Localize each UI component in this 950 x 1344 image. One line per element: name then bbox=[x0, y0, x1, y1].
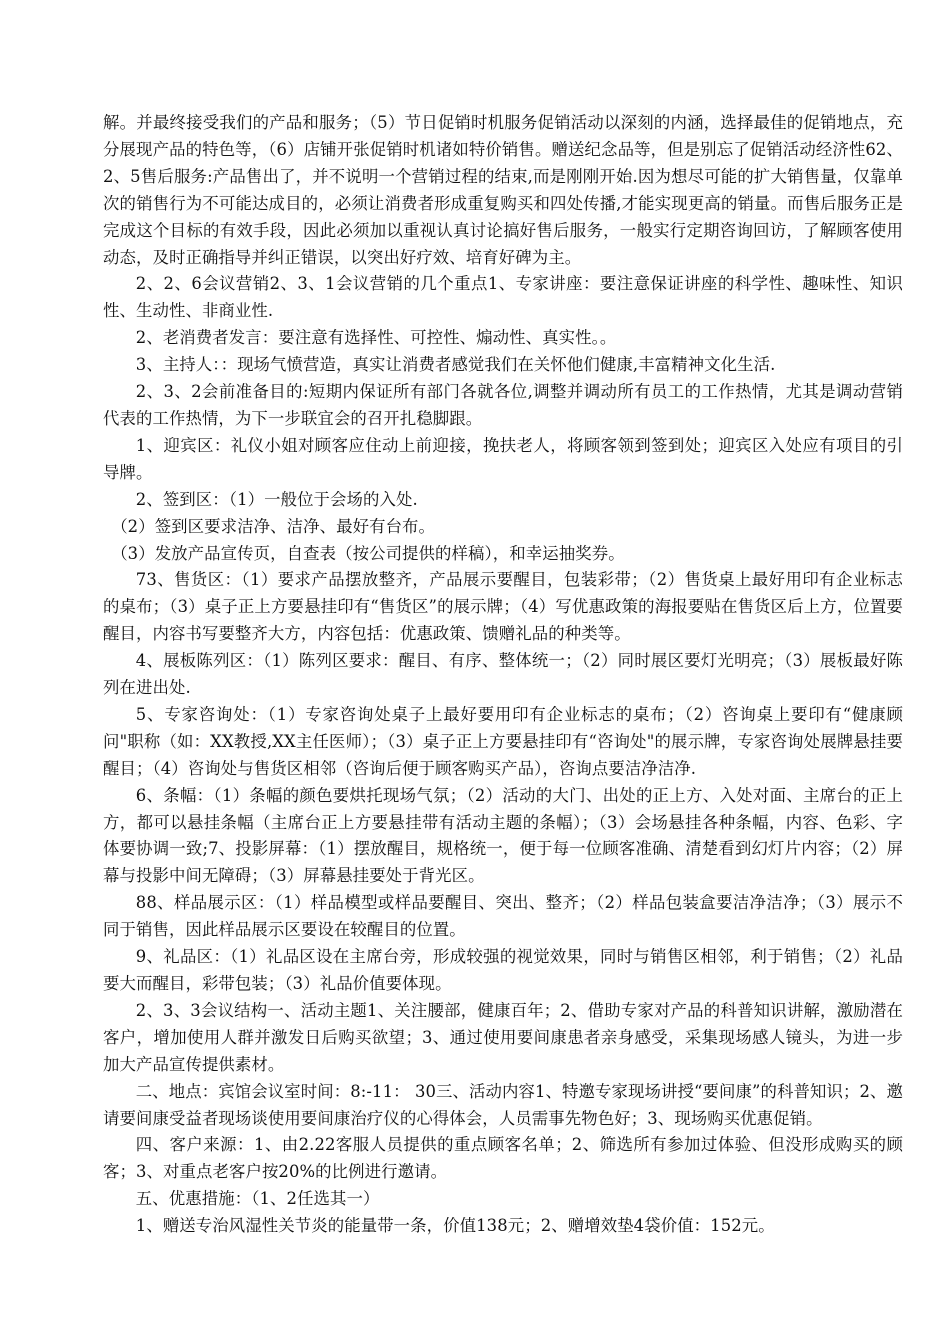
paragraph-gift-area: 9、礼品区：（1）礼品区设在主席台旁，形成较强的视觉效果，同时与销售区相邻，利于销售；（2）礼品要大而醒目，彩带包装；（3）礼品价值要体现。 bbox=[103, 947, 903, 993]
paragraph-signin-clean: （2）签到区要求洁净、洁净、最好有台布。 bbox=[111, 516, 436, 536]
paragraph-discount-heading: 五、优惠措施：（1、2任选其一） bbox=[135, 1189, 380, 1209]
paragraph-display-boards: 4、展板陈列区：（1）陈列区要求：醒目、有序、整体统一；（2）同时展区要灯光明亮；（3）展板最好陈列在进出处. bbox=[103, 651, 903, 698]
paragraph-sales-area: 73、售货区：（1）要求产品摆放整齐，产品展示要醒目，包装彩带；（2）售货桌上最好用印有企业标志的桌布；（3）桌子正上方要悬挂印有“售货区”的展示牌；（4）写优惠政策的海报要贴在售货区后上方，位置要醒目，内容书写要整齐大方，内容包括：优惠政策、馈赠礼品的种类等。 bbox=[103, 570, 903, 644]
paragraph-sample-display: 88、样品展示区：（1）样品模型或样品要醒目、突出、整齐；（2）样品包装盒要洁净洁净；（3）展示不同于销售，因此样品展示区要设在较醒目的位置。 bbox=[103, 893, 903, 940]
paragraph-old-consumer: 2、老消费者发言：要注意有选择性、可控性、煽动性、真实性。。 bbox=[135, 328, 617, 348]
paragraph-after-sales: 解。并最终接受我们的产品和服务；（5）节日促销时机服务促销活动以深刻的内涵，选择最佳的促销地点，充分展现产品的特色等，（6）店铺开张促销时机诸如特价销售。赠送纪念品等，但是别忘了促销活动经济性62、2、5售后服务:产品售出了，并不说明一个营销过程的结束,而是刚刚开始.因为想尽可能的扩大销售量，仅靠单次的销售行为不可能达成目的，必须让消费者形成重复购买和四处传播,才能实现更高的销量。而售后服务正是完成这个目标的有效手段，因此必须加以重视认真讨论搞好售后服务，一般实行定期咨询回访，了解顾客使用动态，及时正确指导并纠正错误，以突出好疗效、培育好碑为主。 bbox=[103, 113, 903, 267]
paragraph-preparation: 2、3、2会前准备目的:短期内保证所有部门各就各位,调整并调动所有员工的工作热情，尤其是调动营销代表的工作热情，为下一步联宜会的召开扎稳脚跟。 bbox=[103, 382, 903, 428]
paragraph-customer-source: 四、客户来源：1、由2.22客服人员提供的重点顾客名单；2、筛选所有参加过体验、但没形成购买的顾客；3、对重点老客户按20%的比例进行邀请。 bbox=[103, 1135, 903, 1182]
paragraph-host: 3、主持人：：现场气愤营造，真实让消费者感觉我们在关怀他们健康,丰富精神文化生活. bbox=[135, 355, 776, 375]
paragraph-meeting-structure: 2、3、3会议结构一、活动主题1、关注腰部，健康百年；2、借助专家对产品的科普知识讲解，激励潜在客户，增加使用人群并激发日后购买欲望；3、通过使用要间康患者亲身感受，采集现场感人镜头，为进一步加大产品宣传提供素材。 bbox=[103, 1000, 903, 1074]
paragraph-expert-lecture: 2、2、6会议营销2、3、1会议营销的几个重点1、专家讲座：要注意保证讲座的科学性、趣味性、知识性、生动性、非商业性. bbox=[103, 274, 903, 321]
paragraph-signin: 2、签到区：（1）一般位于会场的入处. bbox=[135, 489, 418, 509]
document-body bbox=[103, 110, 903, 1240]
paragraph-reception: 1、迎宾区：礼仪小姐对顾客应住动上前迎接，挽扶老人，将顾客领到签到处；迎宾区入处应有项目的引导牌。 bbox=[103, 435, 903, 482]
paragraph-signin-flyers: （3）发放产品宣传页，自查表（按公司提供的样稿），和幸运抽奖券。 bbox=[111, 543, 625, 563]
paragraph-banners: 6、条幅：（1）条幅的颜色要烘托现场气氛；（2）活动的大门、出处的正上方、入处对面、主席台的正上方，都可以悬挂条幅（主席台正上方要悬挂带有活动主题的条幅）；（3）会场悬挂各种条幅，内容、色彩、字体要协调一致;7、投影屏幕：（1）摆放醒目，规格统一，便于每一位顾客准确、清楚看到幻灯片内容；（2）屏幕与投影中间无障碍；（3）屏幕悬挂要处于背光区。 bbox=[103, 785, 903, 886]
paragraph-expert-consult: 5、专家咨询处：（1）专家咨询处桌子上最好要用印有企业标志的桌布；（2）咨询桌上要印有“健康顾问"职称（如：XX教授,XX主任医师）；（3）桌子正上方要悬挂印有“咨询处"的展示牌，专家咨询处展牌悬挂要醒目；（4）咨询处与售货区相邻（咨询后便于顾客购买产品），咨询点要洁净洁净. bbox=[103, 704, 903, 778]
paragraph-discount-items: 1、赠送专治风湿性关节炎的能量带一条，价值138元；2、赠增效垫4袋价值：152元。 bbox=[135, 1216, 775, 1236]
paragraph-location: 二、地点：宾馆会议室时间：8:-11： 30三、活动内容1、特邀专家现场讲授“要间康”的科普知识；2、邀请要间康受益者现场谈使用要间康治疗仪的心得体会，人员需事先物色好；3、现场购买优惠促销。 bbox=[103, 1081, 903, 1128]
